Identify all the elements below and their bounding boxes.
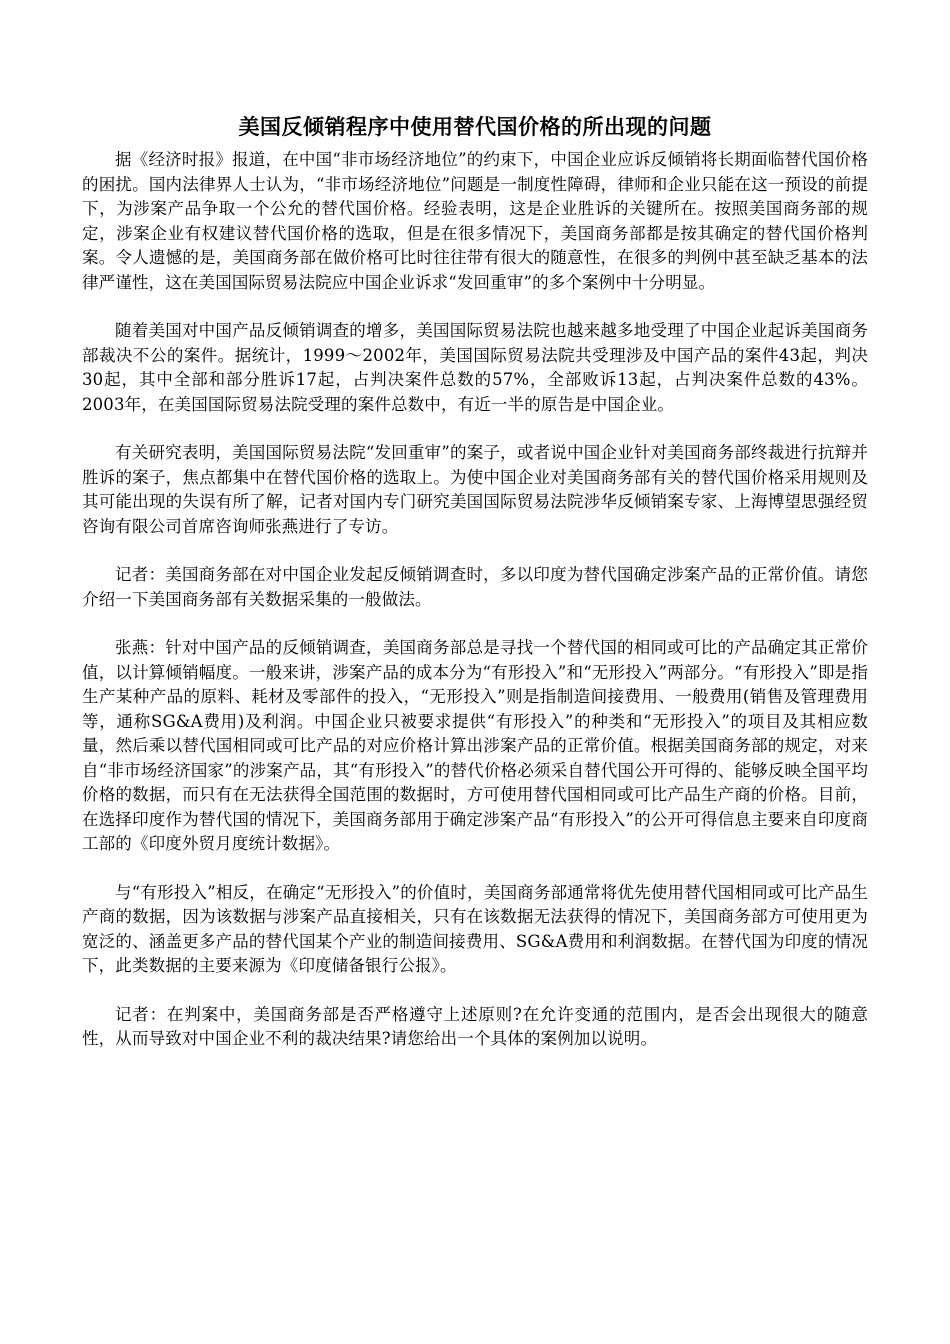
document-body [82, 148, 868, 1076]
paragraph: 据《经济时报》报道，在中国“非市场经济地位”的约束下，中国企业应诉反倾销将长期面临替代国价格的困扰。国内法律界人士认为，“非市场经济地位”问题是一制度性障碍，律师和企业只能在这一预设的前提下，为涉案产品争取一个公允的替代国价格。经验表明，这是企业胜诉的关键所在。按照美国商务部的规定，涉案企业有权建议替代国价格的选取，但是在很多情况下，美国商务部都是按其确定的替代国价格判案。令人遗憾的是，美国商务部在做价格可比时往往带有很大的随意性，在很多的判例中甚至缺乏基本的法律严谨性，这在美国国际贸易法院应中国企业诉求“发回重审”的多个案例中十分明显。 [82, 150, 868, 292]
paragraph: 记者：美国商务部在对中国企业发起反倾销调查时，多以印度为替代国确定涉案产品的正常价值。请您介绍一下美国商务部有关数据采集的一般做法。 [82, 565, 868, 609]
paragraph: 有关研究表明，美国国际贸易法院“发回重审”的案子，或者说中国企业针对美国商务部终裁进行抗辩并胜诉的案子，焦点都集中在替代国价格的选取上。为使中国企业对美国商务部有关的替代国价格采用规则及其可能出现的失误有所了解，记者对国内专门研究美国国际贸易法院涉华反倾销案专家、上海博望思强经贸咨询有限公司首席咨询师张燕进行了专访。 [82, 443, 868, 536]
paragraph: 随着美国对中国产品反倾销调查的增多，美国国际贸易法院也越来越多地受理了中国企业起诉美国商务部裁决不公的案件。据统计，1999～2002年，美国国际贸易法院共受理涉及中国产品的案件43起，判决30起，其中全部和部分胜诉17起，占判决案件总数的57%，全部败诉13起，占判决案件总数的43%。2003年，在美国国际贸易法院受理的案件总数中，有近一半的原告是中国企业。 [82, 321, 868, 414]
document-title: 美国反倾销程序中使用替代国价格的所出现的问题 [238, 115, 712, 139]
paragraph: 张燕：针对中国产品的反倾销调查，美国商务部总是寻找一个替代国的相同或可比的产品确定其正常价值，以计算倾销幅度。一般来讲，涉案产品的成本分为“有形投入”和“无形投入”两部分。“有形投入”即是指生产某种产品的原料、耗材及零部件的投入，“无形投入”则是指制造间接费用、一般费用(销售及管理费用等，通称SG&A费用)及利润。中国企业只被要求提供“有形投入”的种类和“无形投入”的项目及其相应数量，然后乘以替代国相同或可比产品的对应价格计算出涉案产品的正常价值。根据美国商务部的规定，对来自“非市场经济国家”的涉案产品，其“有形投入”的替代价格必须采自替代国公开可得的、能够反映全国平均价格的数据，而只有在无法获得全国范围的数据时，方可使用替代国相同或可比产品生产商的价格。目前，在选择印度作为替代国的情况下，美国商务部用于确定涉案产品“有形投入”的公开可得信息主要来自印度商工部的《印度外贸月度统计数据》。 [82, 638, 868, 853]
paragraph: 与“有形投入”相反，在确定“无形投入”的价值时，美国商务部通常将优先使用替代国相同或可比产品生产商的数据，因为该数据与涉案产品直接相关，只有在该数据无法获得的情况下，美国商务部方可使用更为宽泛的、涵盖更多产品的替代国某个产业的制造间接费用、SG&A费用和利润数据。在替代国为印度的情况下，此类数据的主要来源为《印度储备银行公报》。 [82, 882, 868, 975]
document-page [82, 0, 868, 1344]
paragraph: 记者：在判案中，美国商务部是否严格遵守上述原则?在允许变通的范围内，是否会出现很大的随意性，从而导致对中国企业不利的裁决结果?请您给出一个具体的案例加以说明。 [82, 1004, 868, 1048]
